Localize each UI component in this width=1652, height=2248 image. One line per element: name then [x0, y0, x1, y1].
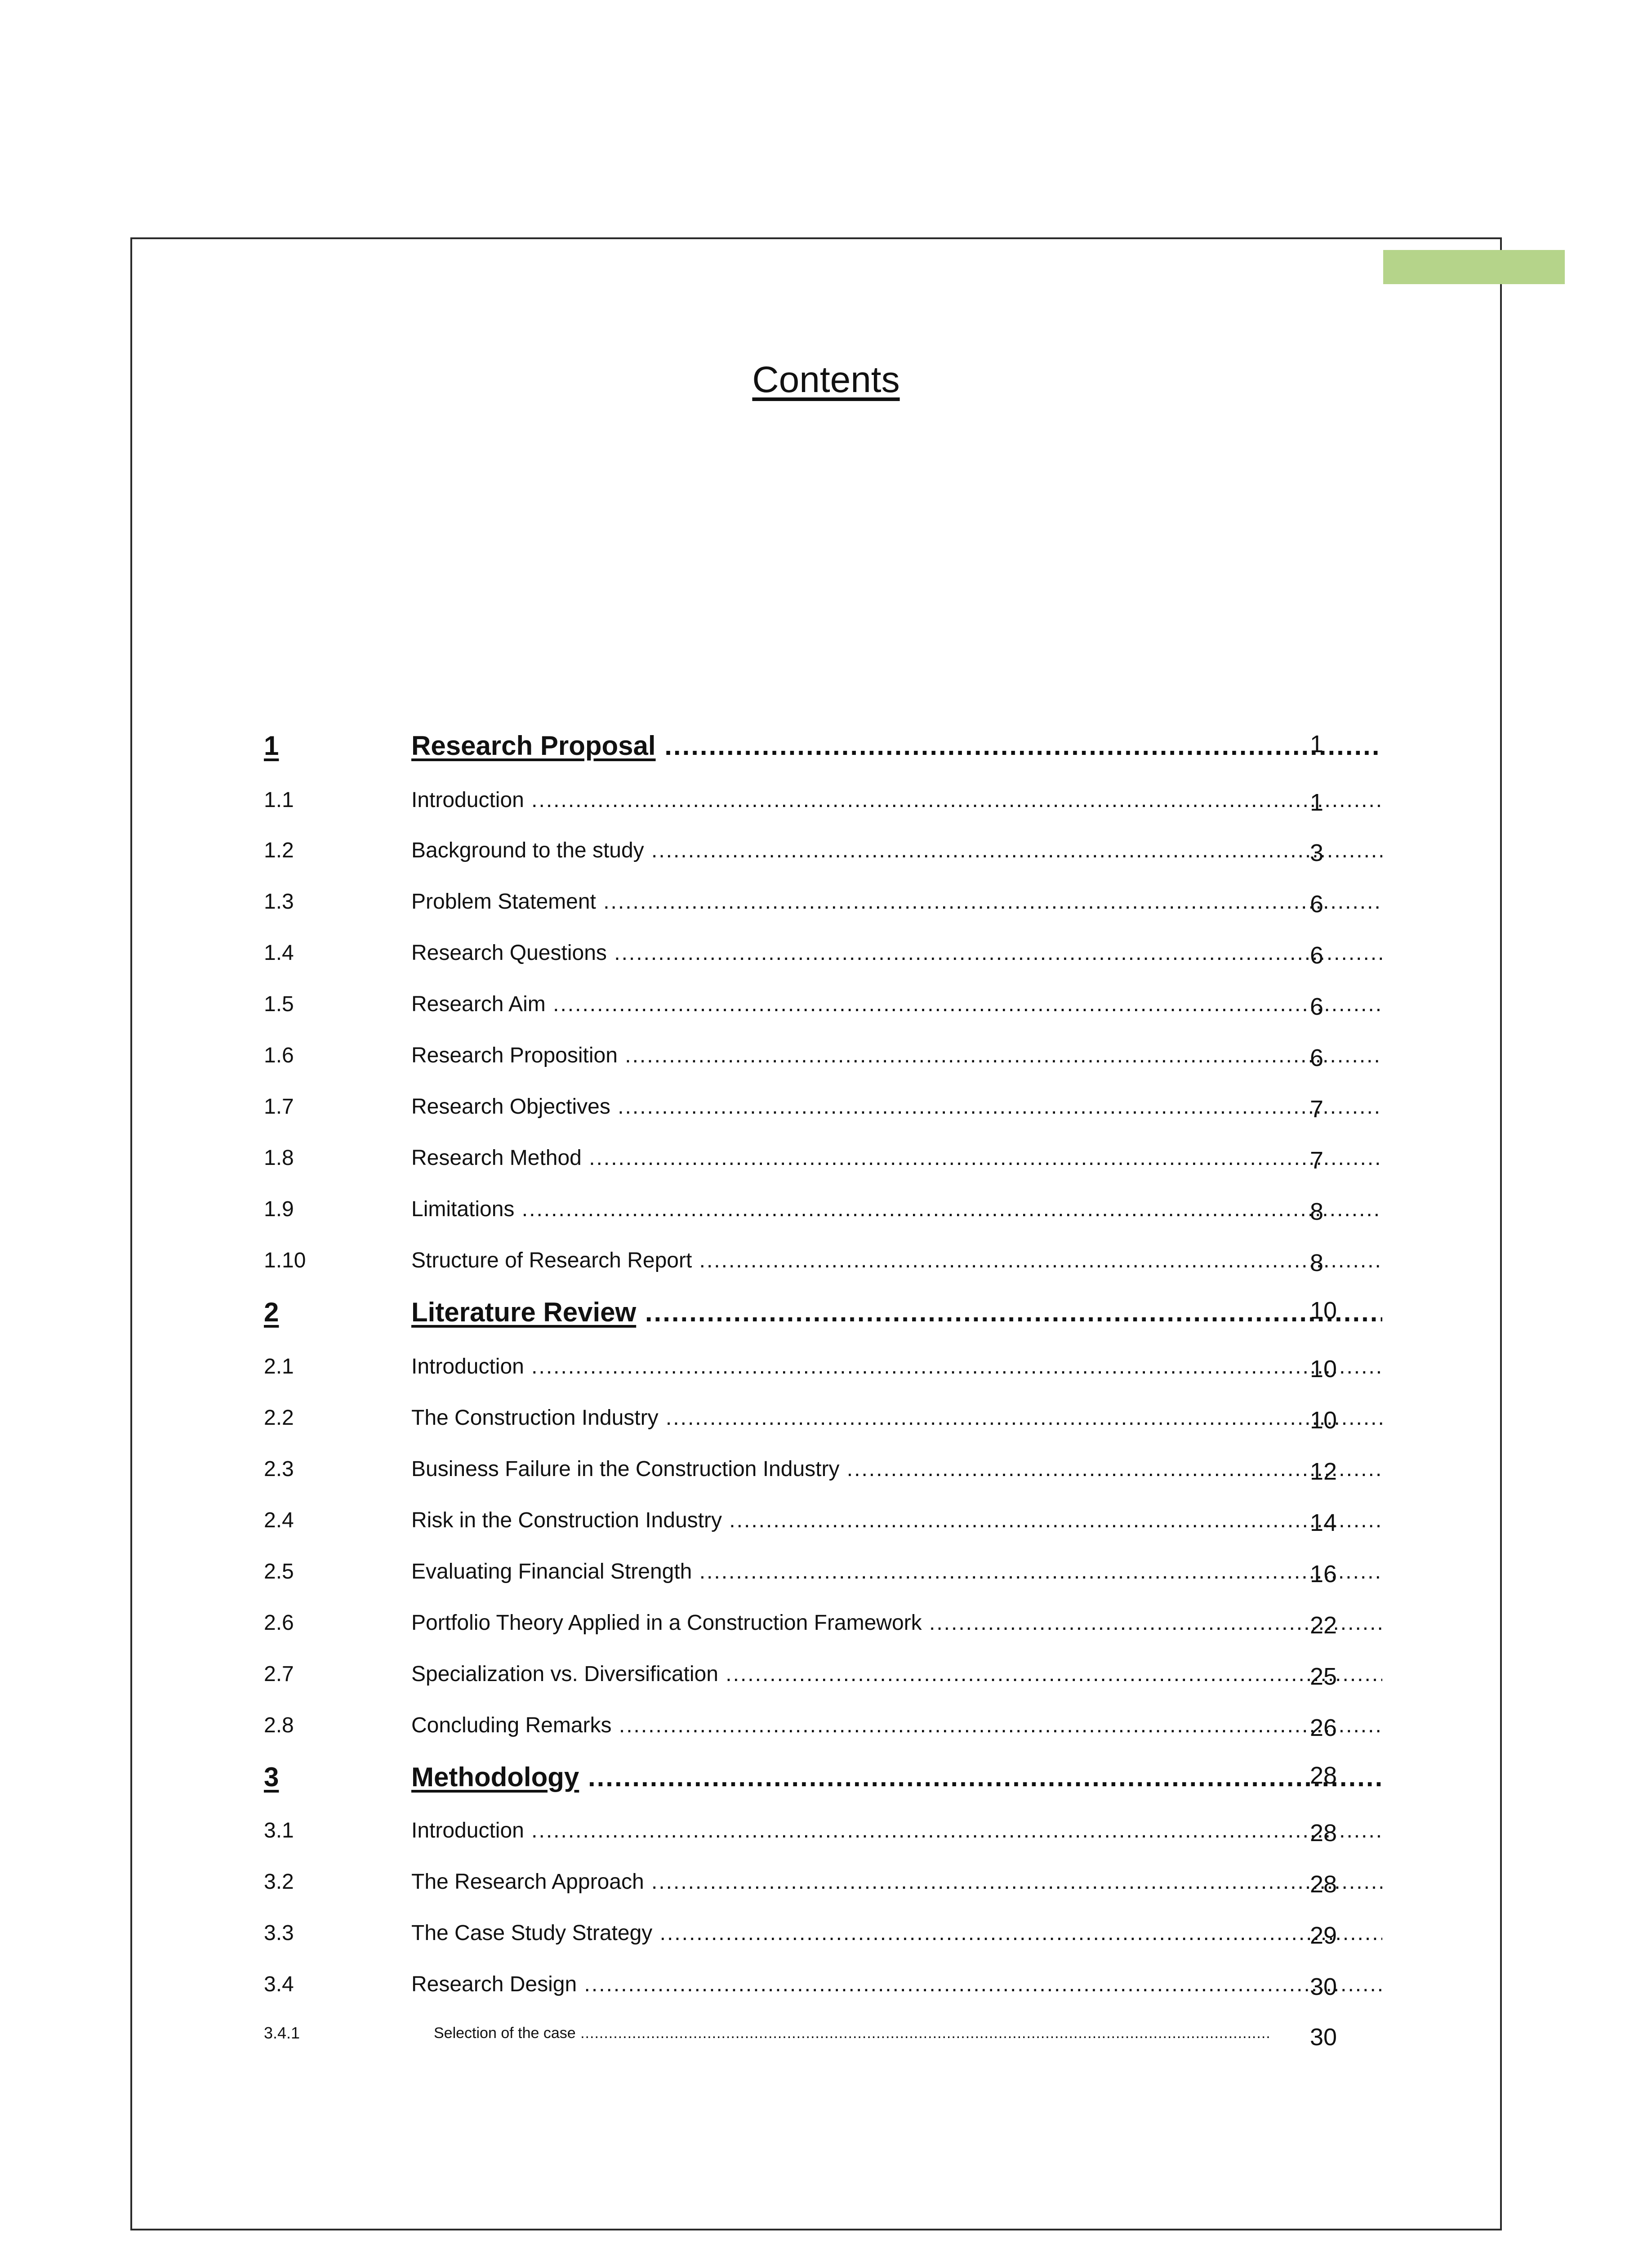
toc-entry-label: The Case Study Strategy [411, 1921, 653, 1945]
toc-entry-label: Portfolio Theory Applied in a Construction Framework [411, 1611, 922, 1635]
toc-entry-label: Concluding Remarks [411, 1713, 612, 1737]
toc-entry-title [411, 1971, 1382, 1998]
toc-entry-page: 22 [1310, 1612, 1337, 1639]
toc-entry-number: 1.8 [264, 1146, 294, 1170]
toc-entry-number: 3.4.1 [264, 2024, 300, 2042]
toc-entry-page: 6 [1310, 942, 1324, 969]
toc-entry-label: Research Proposition [411, 1044, 618, 1067]
toc-entry-page: 10 [1310, 1356, 1337, 1383]
toc-entry-number: 2.8 [264, 1713, 294, 1737]
toc-entry-label: The Construction Industry [411, 1406, 659, 1430]
toc-entry-number: 1.6 [264, 1044, 294, 1067]
toc-entry-title [411, 1296, 1382, 1329]
toc-entry[interactable] [264, 1851, 1365, 1902]
toc-entry-label: Specialization vs. Diversification [411, 1662, 718, 1686]
toc-entry-title [411, 1353, 1382, 1380]
toc-entry-title [411, 787, 1382, 814]
toc-entry-page: 28 [1310, 1820, 1337, 1847]
toc-entry-label: Risk in the Construction Industry [411, 1508, 722, 1532]
toc-entry-title [411, 1869, 1382, 1896]
toc-entry-page: 26 [1310, 1714, 1337, 1741]
toc-entry-label: Research Proposal [411, 731, 656, 761]
toc-entry-page: 6 [1310, 1044, 1324, 1071]
toc-entry-number: 1.9 [264, 1197, 294, 1221]
toc-entry-number: 1.10 [264, 1249, 306, 1272]
toc-entry[interactable] [264, 871, 1365, 922]
toc-entry-label: The Research Approach [411, 1870, 644, 1894]
toc-entry-label: Methodology [411, 1762, 579, 1792]
toc-entry-page: 8 [1310, 1249, 1324, 1276]
toc-entry-label: Research Design [411, 1972, 577, 1996]
toc-entry-number: 3 [264, 1762, 279, 1792]
toc-entry-title [411, 888, 1382, 915]
toc-entry-label: Structure of Research Report [411, 1249, 692, 1272]
toc-entry-page: 7 [1310, 1096, 1324, 1123]
toc-entry[interactable] [264, 1903, 1365, 1953]
toc-entry-label: Evaluating Financial Strength [411, 1560, 692, 1583]
toc-entry-title [411, 1145, 1382, 1172]
toc-entry[interactable] [264, 1954, 1365, 2004]
toc-chapter-entry[interactable] [264, 1748, 1365, 1798]
toc-entry-title [411, 1761, 1382, 1794]
toc-entry-title [411, 837, 1382, 864]
toc-entry-title [411, 1196, 1382, 1223]
toc-entry-number: 2.3 [264, 1457, 294, 1481]
toc-chapter-entry[interactable] [264, 1283, 1365, 1334]
toc-entry-title [411, 729, 1382, 763]
toc-entry-page: 12 [1310, 1458, 1337, 1485]
toc-entry-page: 30 [1310, 2024, 1337, 2051]
toc-entry-page: 14 [1310, 1509, 1337, 1536]
toc-entry-label: Limitations [411, 1197, 515, 1221]
toc-entry-number: 1.1 [264, 788, 294, 812]
toc-entry[interactable] [264, 1800, 1365, 1851]
toc-entry-page: 7 [1310, 1147, 1324, 1174]
toc-entry-page: 3 [1310, 839, 1324, 866]
toc-entry-number: 1.7 [264, 1095, 294, 1119]
toc-entry-page: 29 [1310, 1922, 1337, 1949]
toc-entry-number: 3.1 [264, 1819, 294, 1842]
toc-entry-page: 10 [1310, 1297, 1337, 1324]
toc-entry-title [411, 1093, 1382, 1120]
toc-entry[interactable] [264, 1695, 1365, 1745]
toc-entry-number: 2.6 [264, 1611, 294, 1635]
toc-entry-title [411, 1456, 1382, 1483]
toc-entry[interactable] [264, 1592, 1365, 1643]
toc-entry[interactable] [264, 1490, 1365, 1540]
toc-entry-title [411, 1042, 1382, 1069]
toc-entry-label: Background to the study [411, 839, 644, 862]
toc-entry[interactable] [264, 1336, 1365, 1387]
toc-entry-page: 6 [1310, 993, 1324, 1020]
toc-entry-number: 2.2 [264, 1406, 294, 1430]
toc-entry-title [411, 1405, 1382, 1432]
toc-entry-page: 28 [1310, 1762, 1337, 1789]
toc-entry[interactable] [264, 1025, 1365, 1075]
toc-entry-page: 25 [1310, 1663, 1337, 1690]
toc-entry[interactable] [264, 1230, 1365, 1280]
toc-chapter-entry[interactable] [264, 717, 1365, 767]
toc-entry[interactable] [264, 770, 1365, 820]
toc-entry-page: 30 [1310, 1973, 1337, 2000]
toc-entry[interactable] [264, 820, 1365, 870]
toc-entry-number: 2.1 [264, 1355, 294, 1378]
toc-entry[interactable] [264, 2005, 1365, 2056]
toc-entry-label: Research Aim [411, 992, 546, 1016]
toc-entry-title [411, 1247, 1382, 1274]
toc-entry[interactable] [264, 1541, 1365, 1592]
toc-entry-number: 1.3 [264, 890, 294, 914]
toc-entry-label: Introduction [411, 1355, 524, 1378]
toc-entry-label: Introduction [411, 1819, 524, 1842]
toc-entry[interactable] [264, 1387, 1365, 1438]
toc-entry[interactable] [264, 1439, 1365, 1489]
toc-entry-label: Introduction [411, 788, 524, 812]
toc-entry-page: 1 [1310, 731, 1324, 758]
toc-entry-page: 6 [1310, 891, 1324, 918]
toc-entry-number: 2 [264, 1297, 279, 1327]
toc-entry-label: Literature Review [411, 1297, 637, 1327]
toc-entry[interactable] [264, 923, 1365, 973]
toc-entry[interactable] [264, 1128, 1365, 1178]
toc-entry-page: 16 [1310, 1561, 1337, 1588]
toc-entry-number: 3.3 [264, 1921, 294, 1945]
toc-entry[interactable] [264, 1076, 1365, 1127]
toc-entry-page: 8 [1310, 1198, 1324, 1225]
toc-entry-label: Selection of the case [434, 2025, 576, 2042]
toc-entry-title [411, 1712, 1382, 1739]
toc-entry-number: 2.4 [264, 1508, 294, 1532]
toc-entry-label: Research Objectives [411, 1095, 610, 1119]
toc-entry-title [434, 2020, 1271, 2047]
toc-entry-number: 1 [264, 731, 279, 761]
toc-entry-label: Research Method [411, 1146, 582, 1170]
toc-entry-number: 1.5 [264, 992, 294, 1016]
contents-heading-text: Contents [752, 359, 900, 400]
toc-entry-title [411, 1507, 1382, 1534]
toc-entry-title [411, 1610, 1382, 1637]
toc-entry[interactable] [264, 974, 1365, 1024]
toc-entry-number: 1.4 [264, 941, 294, 965]
toc-entry-title [411, 940, 1382, 967]
toc-entry-title [411, 1558, 1382, 1585]
toc-entry-title [411, 1661, 1382, 1688]
toc-entry-page: 28 [1310, 1871, 1337, 1898]
toc-entry-number: 1.2 [264, 839, 294, 862]
toc-entry-title [411, 1920, 1382, 1947]
toc-entry-label: Business Failure in the Construction Industry [411, 1457, 840, 1481]
toc-entry-number: 2.7 [264, 1662, 294, 1686]
toc-entry-number: 2.5 [264, 1560, 294, 1583]
toc-entry-title [411, 991, 1382, 1018]
toc-entry-title [411, 1817, 1382, 1844]
toc-entry-number: 3.2 [264, 1870, 294, 1894]
toc-entry-page: 10 [1310, 1407, 1337, 1434]
toc-entry-label: Problem Statement [411, 890, 596, 914]
toc-entry-page: 1 [1310, 789, 1324, 816]
toc-entry[interactable] [264, 1179, 1365, 1229]
toc-entry-number: 3.4 [264, 1972, 294, 1996]
toc-entry[interactable] [264, 1644, 1365, 1694]
toc-entry-label: Research Questions [411, 941, 607, 965]
